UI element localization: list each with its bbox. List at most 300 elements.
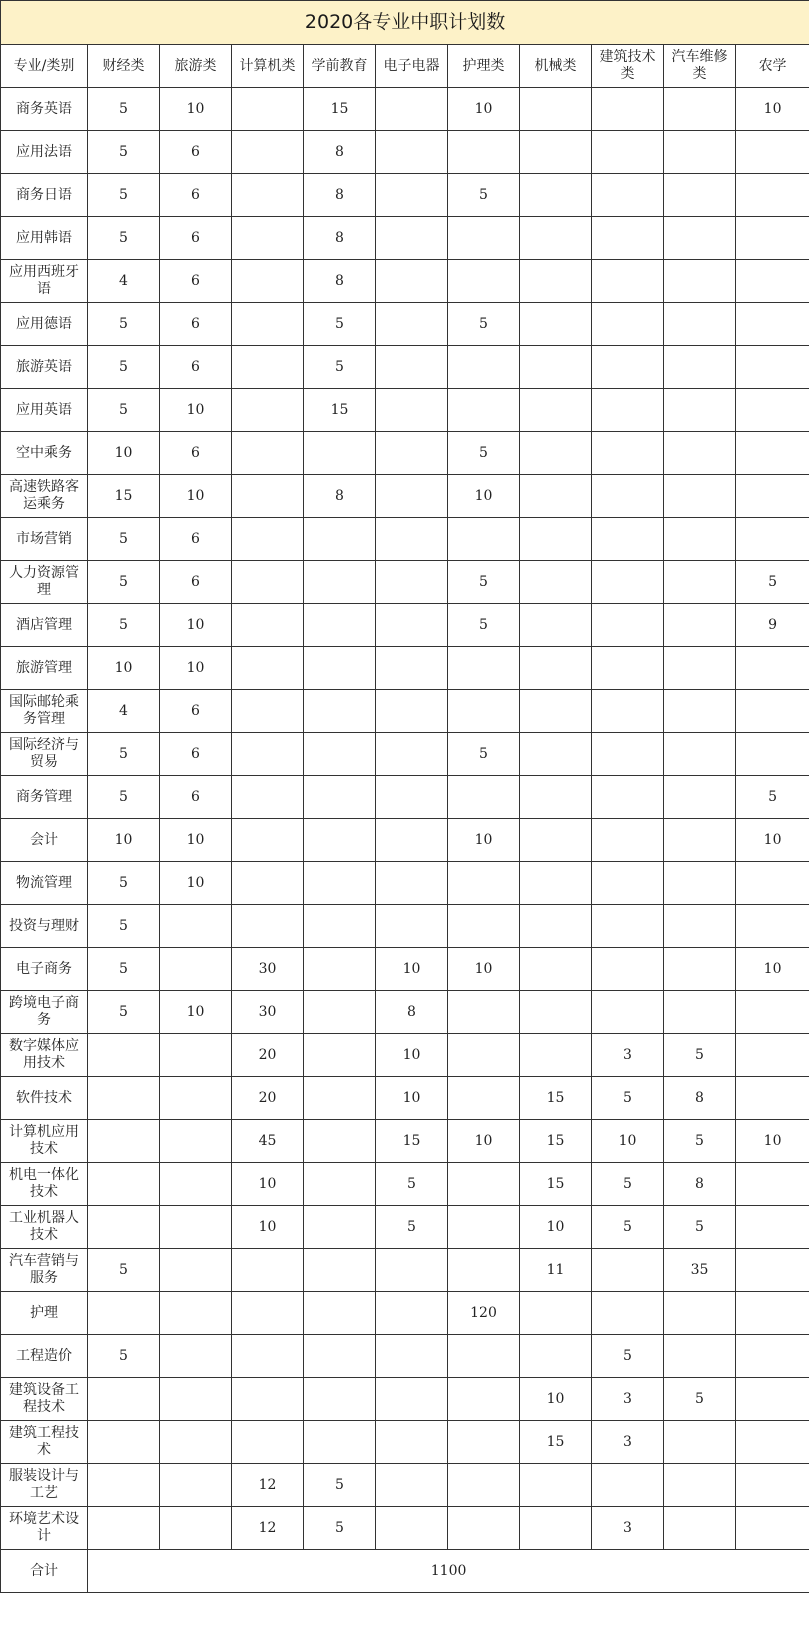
quota-cell bbox=[592, 1249, 664, 1292]
quota-cell: 45 bbox=[232, 1120, 304, 1163]
major-name-cell: 软件技术 bbox=[1, 1077, 88, 1120]
quota-cell: 3 bbox=[592, 1034, 664, 1077]
quota-cell bbox=[592, 561, 664, 604]
table-row bbox=[1, 1292, 809, 1335]
column-header: 学前教育 bbox=[304, 45, 376, 88]
quota-cell: 5 bbox=[448, 733, 520, 776]
quota-cell: 5 bbox=[664, 1378, 736, 1421]
quota-cell bbox=[448, 1163, 520, 1206]
quota-cell: 15 bbox=[520, 1120, 592, 1163]
quota-cell: 5 bbox=[88, 862, 160, 905]
quota-cell: 6 bbox=[160, 432, 232, 475]
quota-cell: 5 bbox=[88, 1249, 160, 1292]
quota-cell: 10 bbox=[736, 819, 809, 862]
quota-cell bbox=[592, 131, 664, 174]
quota-cell bbox=[376, 1507, 448, 1550]
column-header: 机械类 bbox=[520, 45, 592, 88]
quota-cell bbox=[736, 260, 809, 303]
quota-cell bbox=[232, 905, 304, 948]
quota-cell: 12 bbox=[232, 1507, 304, 1550]
table-row bbox=[1, 1206, 809, 1249]
quota-cell bbox=[88, 1378, 160, 1421]
quota-cell bbox=[520, 1034, 592, 1077]
quota-cell bbox=[664, 991, 736, 1034]
quota-cell bbox=[376, 217, 448, 260]
quota-cell: 10 bbox=[520, 1378, 592, 1421]
quota-cell bbox=[592, 776, 664, 819]
table-row bbox=[1, 1163, 809, 1206]
quota-cell bbox=[736, 733, 809, 776]
quota-cell bbox=[232, 217, 304, 260]
quota-cell bbox=[376, 475, 448, 518]
table-row bbox=[1, 1421, 809, 1464]
quota-cell: 5 bbox=[304, 1507, 376, 1550]
quota-cell bbox=[160, 1120, 232, 1163]
quota-cell bbox=[448, 1249, 520, 1292]
quota-cell bbox=[160, 1335, 232, 1378]
quota-cell: 5 bbox=[448, 604, 520, 647]
quota-cell bbox=[664, 518, 736, 561]
quota-cell bbox=[736, 1335, 809, 1378]
quota-cell: 5 bbox=[88, 948, 160, 991]
table-row bbox=[1, 389, 809, 432]
major-name-cell: 旅游英语 bbox=[1, 346, 88, 389]
major-name-cell: 工程造价 bbox=[1, 1335, 88, 1378]
quota-cell bbox=[592, 690, 664, 733]
quota-cell bbox=[664, 475, 736, 518]
quota-cell: 8 bbox=[304, 217, 376, 260]
quota-cell: 10 bbox=[736, 1120, 809, 1163]
quota-cell bbox=[520, 948, 592, 991]
quota-cell bbox=[304, 1206, 376, 1249]
quota-cell bbox=[736, 647, 809, 690]
quota-cell bbox=[592, 260, 664, 303]
quota-cell bbox=[520, 647, 592, 690]
table-row bbox=[1, 819, 809, 862]
quota-cell bbox=[232, 1421, 304, 1464]
major-name-cell: 商务管理 bbox=[1, 776, 88, 819]
quota-cell: 35 bbox=[664, 1249, 736, 1292]
quota-cell bbox=[448, 862, 520, 905]
quota-cell bbox=[376, 88, 448, 131]
quota-cell: 8 bbox=[664, 1077, 736, 1120]
table-row bbox=[1, 475, 809, 518]
quota-cell bbox=[592, 862, 664, 905]
quota-cell bbox=[736, 1249, 809, 1292]
column-header: 农学 bbox=[736, 45, 809, 88]
quota-cell bbox=[448, 1034, 520, 1077]
quota-cell: 5 bbox=[304, 346, 376, 389]
quota-cell bbox=[664, 948, 736, 991]
quota-cell bbox=[376, 518, 448, 561]
quota-cell: 20 bbox=[232, 1034, 304, 1077]
quota-cell: 10 bbox=[160, 604, 232, 647]
quota-cell bbox=[376, 604, 448, 647]
major-name-cell: 数字媒体应用技术 bbox=[1, 1034, 88, 1077]
quota-cell: 10 bbox=[448, 88, 520, 131]
quota-cell bbox=[520, 1507, 592, 1550]
quota-cell: 5 bbox=[448, 432, 520, 475]
column-header: 汽车维修类 bbox=[664, 45, 736, 88]
quota-cell bbox=[664, 346, 736, 389]
quota-cell bbox=[304, 432, 376, 475]
quota-cell: 3 bbox=[592, 1421, 664, 1464]
major-name-cell: 会计 bbox=[1, 819, 88, 862]
quota-cell: 5 bbox=[736, 561, 809, 604]
quota-cell bbox=[736, 174, 809, 217]
quota-cell bbox=[376, 561, 448, 604]
quota-cell: 6 bbox=[160, 561, 232, 604]
quota-cell bbox=[520, 131, 592, 174]
quota-cell bbox=[592, 733, 664, 776]
quota-cell bbox=[664, 88, 736, 131]
quota-cell: 5 bbox=[88, 733, 160, 776]
quota-cell bbox=[448, 131, 520, 174]
quota-cell: 5 bbox=[448, 303, 520, 346]
column-header-row bbox=[1, 45, 809, 88]
quota-cell bbox=[592, 518, 664, 561]
quota-cell bbox=[160, 1163, 232, 1206]
quota-cell bbox=[520, 217, 592, 260]
quota-cell: 30 bbox=[232, 991, 304, 1034]
quota-cell bbox=[664, 819, 736, 862]
quota-cell: 5 bbox=[664, 1120, 736, 1163]
quota-cell: 10 bbox=[448, 475, 520, 518]
quota-cell bbox=[160, 1077, 232, 1120]
table-row bbox=[1, 303, 809, 346]
quota-cell bbox=[304, 1421, 376, 1464]
column-header: 财经类 bbox=[88, 45, 160, 88]
quota-cell bbox=[448, 346, 520, 389]
column-header: 护理类 bbox=[448, 45, 520, 88]
quota-cell: 10 bbox=[232, 1206, 304, 1249]
quota-cell bbox=[448, 1206, 520, 1249]
quota-cell bbox=[376, 389, 448, 432]
quota-cell bbox=[520, 1464, 592, 1507]
column-header: 电子电器 bbox=[376, 45, 448, 88]
quota-cell bbox=[376, 1335, 448, 1378]
major-name-cell: 投资与理财 bbox=[1, 905, 88, 948]
quota-cell: 4 bbox=[88, 260, 160, 303]
quota-cell bbox=[664, 389, 736, 432]
quota-cell bbox=[520, 862, 592, 905]
quota-cell bbox=[448, 217, 520, 260]
quota-cell bbox=[520, 174, 592, 217]
quota-cell bbox=[520, 819, 592, 862]
major-name-cell: 物流管理 bbox=[1, 862, 88, 905]
quota-cell bbox=[88, 1292, 160, 1335]
total-row bbox=[1, 1550, 809, 1593]
major-name-cell: 工业机器人技术 bbox=[1, 1206, 88, 1249]
quota-cell bbox=[592, 389, 664, 432]
table-row bbox=[1, 948, 809, 991]
quota-cell bbox=[232, 647, 304, 690]
quota-cell bbox=[88, 1077, 160, 1120]
quota-cell: 10 bbox=[736, 948, 809, 991]
major-name-cell: 商务英语 bbox=[1, 88, 88, 131]
quota-cell bbox=[376, 733, 448, 776]
quota-cell: 15 bbox=[520, 1163, 592, 1206]
quota-cell: 10 bbox=[88, 647, 160, 690]
quota-cell: 5 bbox=[376, 1163, 448, 1206]
quota-cell bbox=[304, 948, 376, 991]
table-row bbox=[1, 1077, 809, 1120]
quota-cell bbox=[304, 561, 376, 604]
quota-cell: 10 bbox=[592, 1120, 664, 1163]
quota-cell: 5 bbox=[88, 389, 160, 432]
quota-cell: 5 bbox=[592, 1077, 664, 1120]
major-name-cell: 跨境电子商务 bbox=[1, 991, 88, 1034]
quota-cell: 10 bbox=[448, 948, 520, 991]
header-major-category: 专业/类别 bbox=[1, 45, 88, 88]
quota-cell bbox=[664, 217, 736, 260]
quota-cell bbox=[448, 991, 520, 1034]
quota-cell: 5 bbox=[88, 991, 160, 1034]
quota-cell bbox=[520, 346, 592, 389]
quota-cell bbox=[88, 1507, 160, 1550]
quota-cell bbox=[304, 1378, 376, 1421]
quota-cell bbox=[592, 948, 664, 991]
quota-cell: 6 bbox=[160, 776, 232, 819]
quota-cell bbox=[232, 776, 304, 819]
table-row bbox=[1, 260, 809, 303]
quota-cell bbox=[232, 174, 304, 217]
quota-cell bbox=[736, 862, 809, 905]
quota-cell bbox=[232, 1249, 304, 1292]
quota-cell bbox=[88, 1034, 160, 1077]
quota-cell bbox=[376, 131, 448, 174]
quota-cell bbox=[664, 604, 736, 647]
quota-cell: 5 bbox=[88, 1335, 160, 1378]
quota-cell bbox=[304, 862, 376, 905]
quota-cell bbox=[736, 1464, 809, 1507]
quota-cell: 10 bbox=[160, 819, 232, 862]
column-header: 建筑技术类 bbox=[592, 45, 664, 88]
major-name-cell: 应用法语 bbox=[1, 131, 88, 174]
quota-cell bbox=[376, 647, 448, 690]
quota-cell bbox=[520, 1292, 592, 1335]
quota-cell bbox=[736, 690, 809, 733]
table-row bbox=[1, 346, 809, 389]
quota-cell bbox=[376, 1421, 448, 1464]
quota-cell bbox=[736, 1421, 809, 1464]
quota-cell bbox=[664, 131, 736, 174]
quota-cell bbox=[592, 1464, 664, 1507]
quota-cell bbox=[448, 1464, 520, 1507]
major-name-cell: 服装设计与工艺 bbox=[1, 1464, 88, 1507]
quota-cell bbox=[160, 948, 232, 991]
quota-cell bbox=[520, 260, 592, 303]
quota-cell: 11 bbox=[520, 1249, 592, 1292]
quota-cell bbox=[592, 346, 664, 389]
quota-cell bbox=[592, 991, 664, 1034]
quota-cell: 10 bbox=[160, 475, 232, 518]
quota-cell: 5 bbox=[592, 1163, 664, 1206]
quota-cell bbox=[304, 819, 376, 862]
major-name-cell: 空中乘务 bbox=[1, 432, 88, 475]
total-label: 合计 bbox=[1, 1550, 88, 1593]
quota-cell bbox=[736, 991, 809, 1034]
quota-cell bbox=[520, 905, 592, 948]
quota-cell bbox=[520, 690, 592, 733]
quota-cell bbox=[304, 733, 376, 776]
quota-cell bbox=[88, 1464, 160, 1507]
quota-cell bbox=[664, 561, 736, 604]
quota-cell bbox=[232, 819, 304, 862]
quota-cell bbox=[736, 389, 809, 432]
quota-cell bbox=[592, 174, 664, 217]
major-name-cell: 国际经济与贸易 bbox=[1, 733, 88, 776]
quota-cell: 6 bbox=[160, 518, 232, 561]
major-name-cell: 电子商务 bbox=[1, 948, 88, 991]
quota-cell: 15 bbox=[304, 389, 376, 432]
quota-cell bbox=[448, 518, 520, 561]
table-body bbox=[1, 88, 809, 1550]
quota-cell bbox=[664, 1421, 736, 1464]
quota-cell bbox=[232, 862, 304, 905]
quota-cell bbox=[160, 1507, 232, 1550]
quota-cell bbox=[592, 1292, 664, 1335]
quota-cell bbox=[376, 905, 448, 948]
quota-cell bbox=[232, 518, 304, 561]
quota-cell bbox=[736, 432, 809, 475]
quota-cell bbox=[664, 1507, 736, 1550]
quota-cell bbox=[376, 260, 448, 303]
quota-cell bbox=[232, 88, 304, 131]
quota-cell: 10 bbox=[160, 991, 232, 1034]
quota-cell bbox=[304, 690, 376, 733]
quota-cell: 15 bbox=[304, 88, 376, 131]
quota-cell bbox=[736, 1507, 809, 1550]
table-row bbox=[1, 432, 809, 475]
quota-cell bbox=[88, 1120, 160, 1163]
quota-cell: 6 bbox=[160, 174, 232, 217]
quota-cell bbox=[736, 1378, 809, 1421]
quota-cell: 10 bbox=[88, 819, 160, 862]
quota-cell: 8 bbox=[664, 1163, 736, 1206]
quota-cell: 6 bbox=[160, 131, 232, 174]
quota-cell bbox=[448, 647, 520, 690]
quota-cell: 5 bbox=[88, 131, 160, 174]
quota-cell bbox=[304, 1249, 376, 1292]
quota-cell bbox=[232, 604, 304, 647]
quota-cell bbox=[232, 475, 304, 518]
quota-cell bbox=[736, 217, 809, 260]
quota-cell bbox=[520, 88, 592, 131]
quota-cell bbox=[736, 303, 809, 346]
quota-cell: 20 bbox=[232, 1077, 304, 1120]
quota-cell: 5 bbox=[448, 561, 520, 604]
quota-cell: 6 bbox=[160, 303, 232, 346]
quota-cell bbox=[376, 1292, 448, 1335]
major-name-cell: 高速铁路客运乘务 bbox=[1, 475, 88, 518]
total-value: 1100 bbox=[88, 1550, 809, 1593]
table-row bbox=[1, 561, 809, 604]
quota-cell bbox=[664, 432, 736, 475]
quota-cell bbox=[160, 1421, 232, 1464]
quota-cell bbox=[232, 389, 304, 432]
table-row bbox=[1, 1464, 809, 1507]
quota-cell bbox=[592, 647, 664, 690]
quota-cell bbox=[304, 1292, 376, 1335]
quota-cell bbox=[664, 733, 736, 776]
quota-cell bbox=[664, 862, 736, 905]
quota-cell bbox=[520, 475, 592, 518]
quota-cell bbox=[232, 1292, 304, 1335]
quota-cell: 10 bbox=[448, 1120, 520, 1163]
major-name-cell: 市场营销 bbox=[1, 518, 88, 561]
quota-cell: 10 bbox=[520, 1206, 592, 1249]
quota-cell: 10 bbox=[448, 819, 520, 862]
table-row bbox=[1, 1335, 809, 1378]
table-row bbox=[1, 776, 809, 819]
quota-cell bbox=[520, 389, 592, 432]
quota-cell: 5 bbox=[88, 561, 160, 604]
quota-cell bbox=[88, 1163, 160, 1206]
quota-cell: 3 bbox=[592, 1507, 664, 1550]
table-row bbox=[1, 991, 809, 1034]
quota-cell bbox=[592, 475, 664, 518]
quota-cell: 3 bbox=[592, 1378, 664, 1421]
quota-cell bbox=[160, 1378, 232, 1421]
table-row bbox=[1, 690, 809, 733]
quota-cell bbox=[664, 647, 736, 690]
quota-cell: 5 bbox=[88, 303, 160, 346]
quota-cell: 12 bbox=[232, 1464, 304, 1507]
quota-cell bbox=[232, 432, 304, 475]
quota-cell: 10 bbox=[160, 88, 232, 131]
quota-cell bbox=[520, 561, 592, 604]
quota-cell bbox=[232, 346, 304, 389]
quota-cell bbox=[448, 1507, 520, 1550]
quota-cell bbox=[592, 905, 664, 948]
quota-cell: 5 bbox=[304, 1464, 376, 1507]
quota-cell bbox=[304, 905, 376, 948]
quota-cell bbox=[664, 174, 736, 217]
quota-cell bbox=[232, 303, 304, 346]
quota-cell bbox=[736, 1292, 809, 1335]
quota-cell bbox=[664, 303, 736, 346]
quota-cell bbox=[160, 1034, 232, 1077]
quota-cell bbox=[160, 1292, 232, 1335]
quota-cell: 10 bbox=[160, 389, 232, 432]
quota-cell bbox=[448, 1077, 520, 1120]
quota-cell bbox=[304, 1163, 376, 1206]
quota-cell bbox=[448, 776, 520, 819]
quota-cell: 8 bbox=[304, 131, 376, 174]
quota-cell: 5 bbox=[664, 1206, 736, 1249]
table-row bbox=[1, 862, 809, 905]
quota-cell bbox=[160, 1206, 232, 1249]
quota-cell bbox=[592, 432, 664, 475]
quota-cell: 6 bbox=[160, 260, 232, 303]
quota-cell bbox=[520, 991, 592, 1034]
quota-cell bbox=[376, 174, 448, 217]
table-row bbox=[1, 518, 809, 561]
major-name-cell: 旅游管理 bbox=[1, 647, 88, 690]
quota-cell bbox=[664, 1464, 736, 1507]
major-name-cell: 机电一体化技术 bbox=[1, 1163, 88, 1206]
quota-cell: 6 bbox=[160, 690, 232, 733]
quota-cell bbox=[448, 690, 520, 733]
quota-cell bbox=[520, 432, 592, 475]
quota-cell bbox=[448, 389, 520, 432]
quota-cell bbox=[160, 1249, 232, 1292]
quota-cell bbox=[304, 1077, 376, 1120]
major-name-cell: 人力资源管理 bbox=[1, 561, 88, 604]
table-row bbox=[1, 647, 809, 690]
quota-cell bbox=[520, 776, 592, 819]
